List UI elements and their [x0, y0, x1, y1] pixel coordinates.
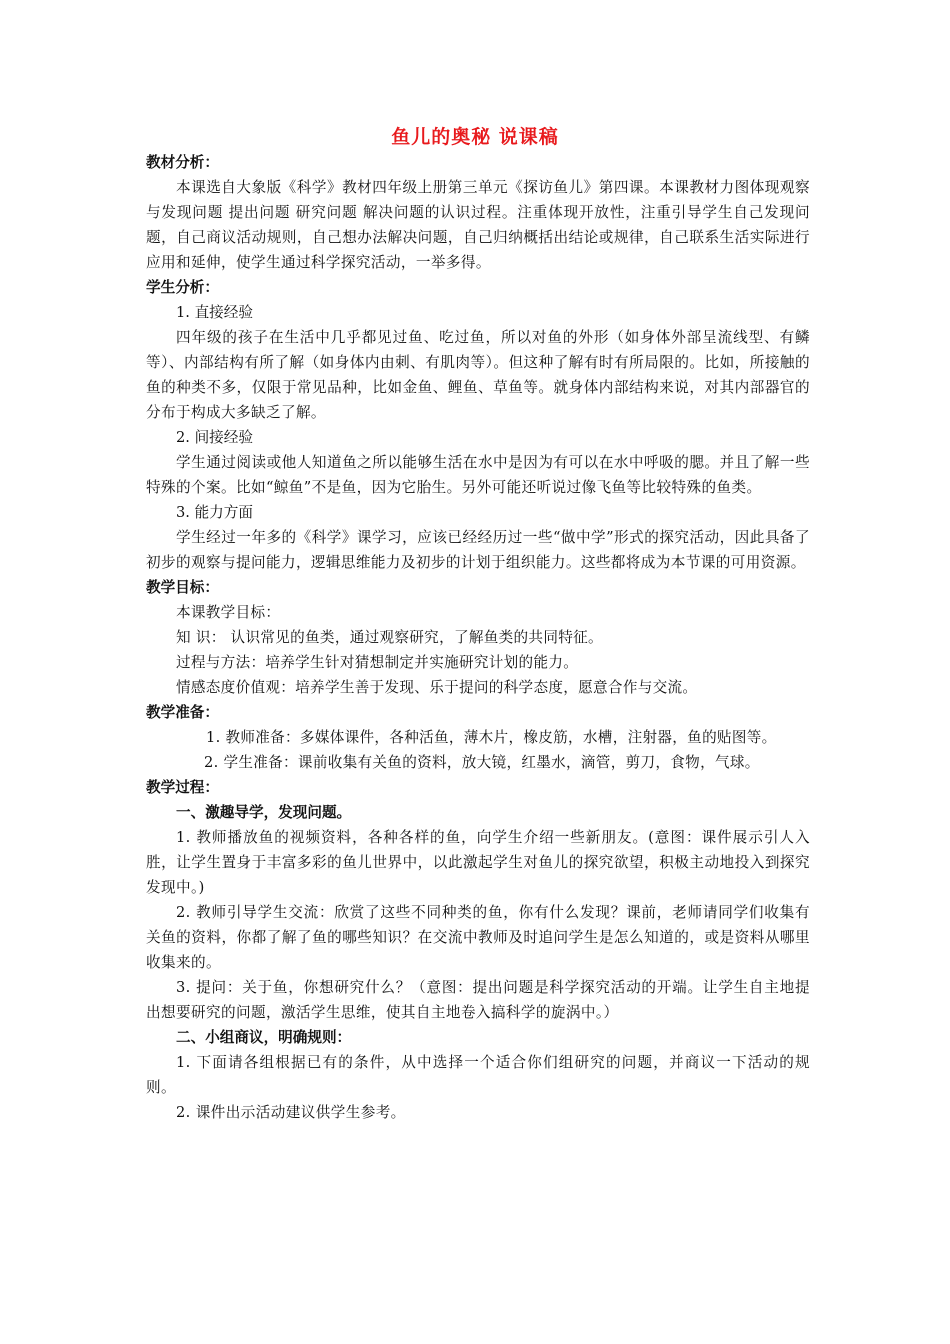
document-body	[146, 150, 810, 1125]
prep-student: 2. 学生准备：课前收集有关鱼的资料，放大镜，红墨水，滴管，剪刀，食物，气球。	[204, 754, 760, 771]
student-paragraph-direct: 四年级的孩子在生活中几乎都见过鱼、吃过鱼，所以对鱼的外形（如身体外部呈流线型、有鳞等）、内部结构有所了解（如身体内由刺、有肌肉等）。但这种了解有时有所局限的。比如，所接触的鱼的种类不多，仅限于常见品种，比如金鱼、鲤鱼、草鱼等。就身体内部结构来说，对其内部器官的分布于构成大多缺乏了解。	[146, 329, 810, 421]
student-item-direct: 1. 直接经验	[176, 304, 253, 321]
material-paragraph: 本课选自大象版《科学》教材四年级上册第三单元《探访鱼儿》第四课。本课教材力图体现观察与发现问题 提出问题 研究问题 解决问题的认识过程。注重体现开放性，注重引导学生自己发现问题，自己商议活动规则，自己想办法解决问题，自己归纳概括出结论或规律，自己联系生活实际进行应用和延伸，使学生通过科学探究活动，一举多得。	[146, 179, 810, 271]
goal-knowledge: 知 识： 认识常见的鱼类，通过观察研究，了解鱼类的共同特征。	[176, 629, 603, 646]
process-part-two-title: 二、小组商议，明确规则：	[176, 1029, 352, 1046]
student-paragraph-ability: 学生经过一年多的《科学》课学习，应该已经经历过一些“做中学”形式的探究活动，因此具备了初步的观察与提问能力，逻辑思维能力及初步的计划于组织能力。这些都将成为本节课的可用资源。	[146, 529, 810, 571]
process-part-one-title: 一、激趣导学，发现问题。	[176, 804, 352, 821]
student-item-indirect: 2. 间接经验	[176, 429, 253, 446]
student-item-ability: 3. 能力方面	[176, 504, 253, 521]
student-paragraph-indirect: 学生通过阅读或他人知道鱼之所以能够生活在水中是因为有可以在水中呼吸的腮。并且了解一些特殊的个案。比如“鲸鱼”不是鱼，因为它胎生。另外可能还听说过像飞鱼等比较特殊的鱼类。	[146, 454, 810, 496]
page-title: 鱼儿的奥秘 说课稿	[391, 126, 559, 148]
goals-intro: 本课教学目标：	[176, 604, 281, 621]
prep-teacher: 1. 教师准备：多媒体课件，各种活鱼，薄木片，橡皮筋，水槽，注射器，鱼的贴图等。	[206, 729, 777, 746]
heading-student-analysis: 学生分析：	[146, 279, 219, 296]
process-paragraph-3: 3. 提问：关于鱼，你想研究什么？（意图：提出问题是科学探究活动的开端。让学生自主地提出想要研究的问题，激活学生思维，使其自主地卷入搞科学的旋涡中。）	[146, 979, 810, 1021]
process-paragraph-5: 2. 课件出示活动建议供学生参考。	[176, 1104, 406, 1121]
heading-teaching-goals: 教学目标：	[146, 579, 219, 596]
goal-attitude: 情感态度价值观：培养学生善于发现、乐于提问的科学态度，愿意合作与交流。	[176, 679, 698, 696]
heading-teaching-prep: 教学准备：	[146, 704, 219, 721]
heading-material-analysis: 教材分析：	[146, 154, 219, 171]
goal-process: 过程与方法：培养学生针对猜想制定并实施研究计划的能力。	[176, 654, 579, 671]
process-paragraph-1: 1. 教师播放鱼的视频资料，各种各样的鱼，向学生介绍一些新朋友。(意图：课件展示引人入胜，让学生置身于丰富多彩的鱼儿世界中，以此激起学生对鱼儿的探究欲望，积极主动地投入到探究发现中。)	[146, 829, 810, 896]
process-paragraph-4: 1. 下面请各组根据已有的条件，从中选择一个适合你们组研究的问题，并商议一下活动的规则。	[146, 1054, 810, 1096]
heading-teaching-process: 教学过程：	[146, 779, 219, 796]
process-paragraph-2: 2. 教师引导学生交流：欣赏了这些不同种类的鱼，你有什么发现？课前，老师请同学们收集有关鱼的资料，你都了解了鱼的哪些知识？在交流中教师及时追问学生是怎么知道的，或是资料从哪里收集来的。	[146, 904, 810, 971]
